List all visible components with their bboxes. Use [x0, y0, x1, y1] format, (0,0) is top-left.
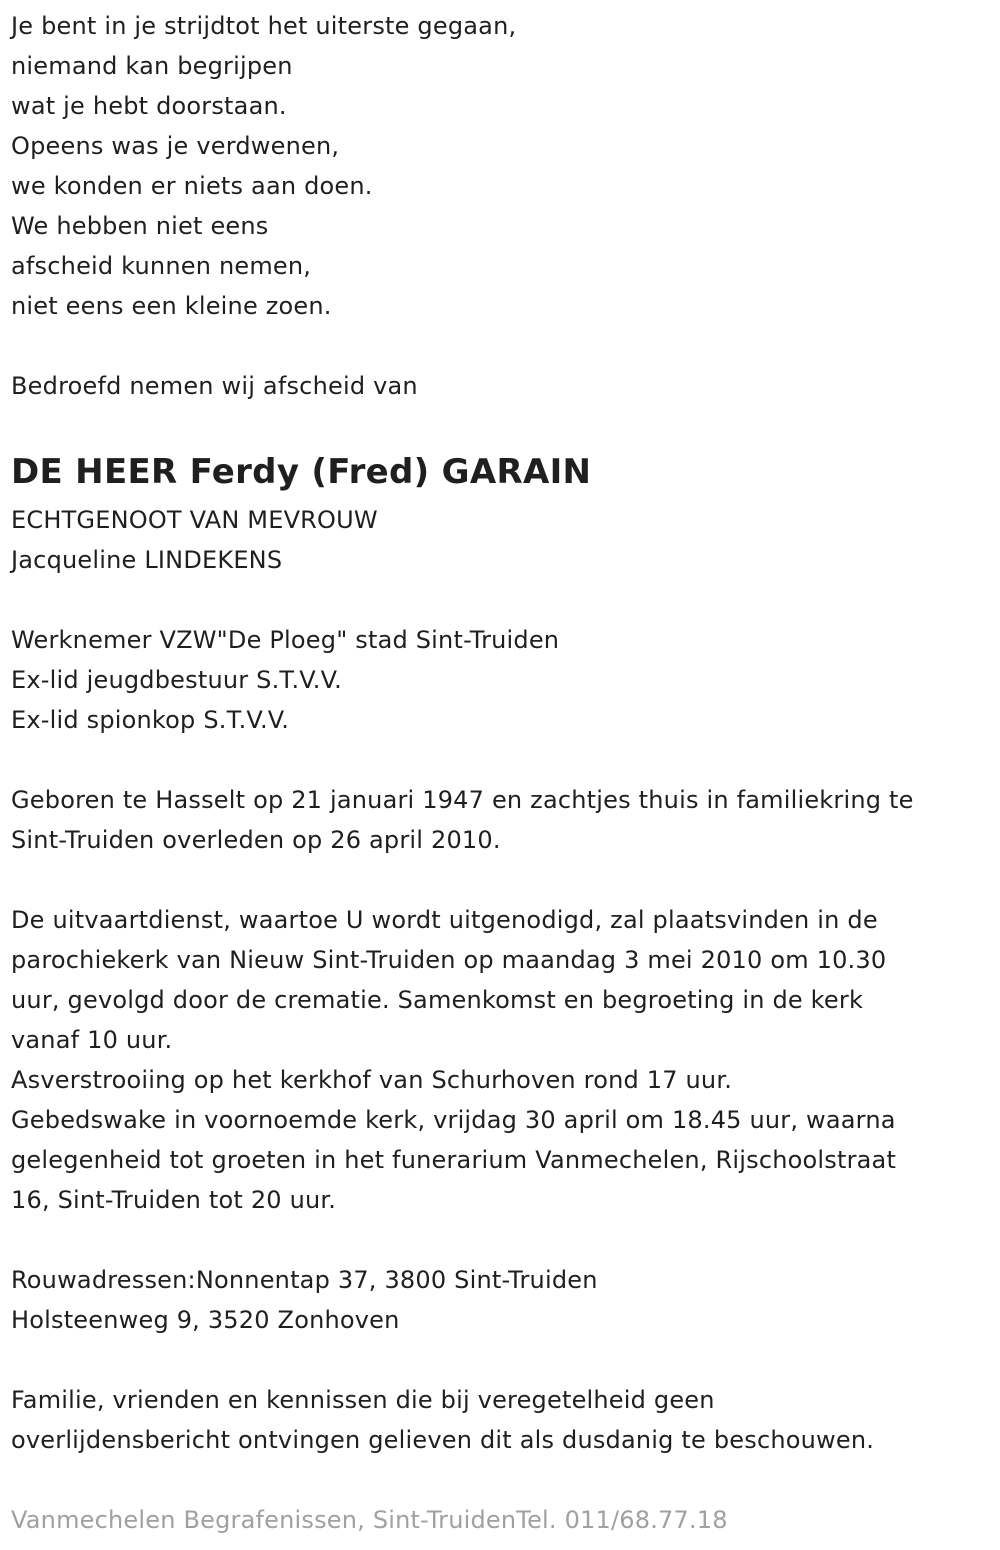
funeral-line: Asverstrooiing op het kerkhof van Schurhoven rond 17 uur. [11, 1066, 733, 1094]
intro-text: Bedroefd nemen wij afscheid van [11, 372, 418, 400]
death-notice [11, 6, 991, 1540]
mourning-addresses [11, 1260, 991, 1340]
notice-line: overlijdensbericht ontvingen gelieven dit als dusdanig te beschouwen. [11, 1426, 875, 1454]
affiliation-line: Ex-lid spionkop S.T.V.V. [11, 706, 290, 734]
poem-line: we konden er niets aan doen. [11, 172, 373, 200]
notice-text [11, 1380, 991, 1460]
funeral-line: De uitvaartdienst, waartoe U wordt uitgenodigd, zal plaatsvinden in de [11, 906, 878, 934]
deceased-name: DE HEER Ferdy (Fred) GARAIN [11, 452, 592, 492]
address-line: Rouwadressen:Nonnentap 37, 3800 Sint-Truiden [11, 1266, 598, 1294]
spacer [11, 1460, 991, 1500]
funeral-line: parochiekerk van Nieuw Sint-Truiden op maandag 3 mei 2010 om 10.30 [11, 946, 887, 974]
notice-line: Familie, vrienden en kennissen die bij veregetelheid geen [11, 1386, 715, 1414]
affiliation-line: Werknemer VZW"De Ploeg" stad Sint-Truiden [11, 626, 560, 654]
deceased-block [11, 444, 991, 580]
poem-line: afscheid kunnen nemen, [11, 252, 312, 280]
birth-death-line: Sint-Truiden overleden op 26 april 2010. [11, 826, 501, 854]
funeral-line: vanaf 10 uur. [11, 1026, 173, 1054]
spacer [11, 1340, 991, 1380]
spacer [11, 326, 991, 366]
poem-line: Opeens was je verdwenen, [11, 132, 340, 160]
poem-line: niemand kan begrijpen [11, 52, 293, 80]
funeral-line: Gebedswake in voornoemde kerk, vrijdag 30 april om 18.45 uur, waarna [11, 1106, 896, 1134]
funeral-info [11, 900, 991, 1220]
spacer [11, 580, 991, 620]
spacer [11, 740, 991, 780]
affiliations [11, 620, 991, 740]
affiliation-line: Ex-lid jeugdbestuur S.T.V.V. [11, 666, 342, 694]
spacer [11, 860, 991, 900]
funeral-line: uur, gevolgd door de crematie. Samenkomst en begroeting in de kerk [11, 986, 864, 1014]
poem [11, 6, 991, 326]
poem-line: niet eens een kleine zoen. [11, 292, 332, 320]
funeral-line: gelegenheid tot groeten in het funerarium Vanmechelen, Rijschoolstraat [11, 1146, 897, 1174]
spacer [11, 1220, 991, 1260]
birth-death-line: Geboren te Hasselt op 21 januari 1947 en zachtjes thuis in familiekring te [11, 786, 914, 814]
spouse-title: ECHTGENOOT VAN MEVROUW [11, 506, 378, 534]
poem-line: We hebben niet eens [11, 212, 269, 240]
spacer [11, 406, 991, 446]
poem-line: Je bent in je strijdtot het uiterste gegaan, [11, 12, 517, 40]
funeral-home-footer: Vanmechelen Begrafenissen, Sint-TruidenTel. 011/68.77.18 [11, 1506, 728, 1534]
poem-line: wat je hebt doorstaan. [11, 92, 287, 120]
spouse-name: Jacqueline LINDEKENS [11, 546, 283, 574]
birth-death-info [11, 780, 991, 860]
funeral-line: 16, Sint-Truiden tot 20 uur. [11, 1186, 337, 1214]
address-line: Holsteenweg 9, 3520 Zonhoven [11, 1306, 400, 1334]
